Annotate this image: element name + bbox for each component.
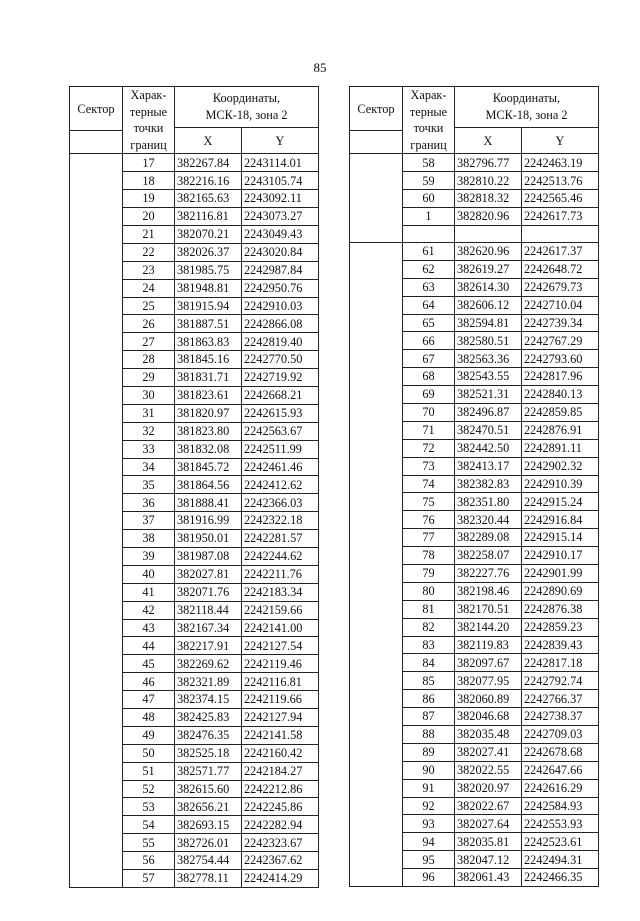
header-points-line: Харак- — [130, 88, 167, 102]
point-number-cell: 20 — [123, 208, 175, 226]
y-coordinate-cell: 2242890.69 — [522, 582, 599, 600]
y-coordinate-cell: 2243049.43 — [242, 225, 319, 243]
y-coordinate-cell: 2242127.54 — [242, 637, 319, 655]
y-coordinate-cell: 2242617.37 — [522, 242, 599, 260]
y-coordinate-cell: 2242770.50 — [242, 351, 319, 369]
y-coordinate-cell: 2242902.32 — [522, 457, 599, 475]
point-number-cell: 67 — [403, 350, 455, 368]
point-number-cell: 78 — [403, 547, 455, 565]
y-coordinate-cell: 2242184.27 — [242, 762, 319, 780]
y-coordinate-cell: 2242281.57 — [242, 530, 319, 548]
x-coordinate-cell: 382796.77 — [455, 154, 522, 172]
y-coordinate-cell: 2242866.08 — [242, 315, 319, 333]
y-coordinate-cell: 2242615.93 — [242, 404, 319, 422]
point-number-cell: 33 — [123, 440, 175, 458]
y-coordinate-cell: 2242793.60 — [522, 350, 599, 368]
point-number-cell: 72 — [403, 439, 455, 457]
x-coordinate-cell: 382071.76 — [175, 583, 242, 601]
x-coordinate-cell: 382693.15 — [175, 816, 242, 834]
y-coordinate-cell: 2242565.46 — [522, 190, 599, 208]
point-number-cell: 35 — [123, 476, 175, 494]
x-coordinate-cell: 381823.61 — [175, 386, 242, 404]
x-coordinate-cell: 382571.77 — [175, 762, 242, 780]
x-coordinate-cell: 382563.36 — [455, 350, 522, 368]
x-coordinate-cell: 382442.50 — [455, 439, 522, 457]
header-x: X — [455, 128, 522, 154]
y-coordinate-cell: 2242211.76 — [242, 565, 319, 583]
y-coordinate-cell: 2242553.93 — [522, 815, 599, 833]
y-coordinate-cell: 2242159.66 — [242, 601, 319, 619]
y-coordinate-cell: 2242412.62 — [242, 476, 319, 494]
y-coordinate-cell: 2242876.38 — [522, 600, 599, 618]
point-number-cell: 92 — [403, 797, 455, 815]
x-coordinate-cell: 381987.08 — [175, 547, 242, 565]
point-number-cell: 39 — [123, 547, 175, 565]
point-number-cell: 75 — [403, 493, 455, 511]
x-coordinate-cell: 382496.87 — [455, 403, 522, 421]
point-number-cell: 94 — [403, 833, 455, 851]
x-coordinate-cell: 382020.97 — [455, 779, 522, 797]
page-number: 85 — [313, 60, 327, 75]
x-coordinate-cell: 382026.37 — [175, 243, 242, 261]
point-number-cell: 62 — [403, 260, 455, 278]
y-coordinate-cell: 2242987.84 — [242, 261, 319, 279]
x-coordinate-cell: 381916.99 — [175, 512, 242, 530]
x-coordinate-cell: 382070.21 — [175, 225, 242, 243]
x-coordinate-cell: 381950.01 — [175, 530, 242, 548]
point-number-cell: 74 — [403, 475, 455, 493]
x-coordinate-cell: 382351.80 — [455, 493, 522, 511]
y-coordinate-cell: 2242648.72 — [522, 260, 599, 278]
y-coordinate-cell: 2242160.42 — [242, 744, 319, 762]
point-number-cell: 57 — [123, 870, 175, 888]
x-coordinate-cell: 382620.96 — [455, 242, 522, 260]
y-coordinate-cell: 2242617.73 — [522, 208, 599, 226]
sector-cell — [350, 242, 403, 886]
x-coordinate-cell: 382035.48 — [455, 725, 522, 743]
x-coordinate-cell: 382047.12 — [455, 851, 522, 869]
y-coordinate-cell: 2242738.37 — [522, 708, 599, 726]
header-sector-empty — [70, 131, 123, 154]
x-coordinate-cell: 382594.81 — [455, 314, 522, 332]
point-number-cell: 95 — [403, 851, 455, 869]
y-coordinate-cell: 2243092.11 — [242, 190, 319, 208]
point-number-cell: 51 — [123, 762, 175, 780]
x-coordinate-cell: 382144.20 — [455, 618, 522, 636]
point-number-cell: 42 — [123, 601, 175, 619]
sector-cell — [70, 154, 123, 888]
x-coordinate-cell: 382525.18 — [175, 744, 242, 762]
point-number-cell: 58 — [403, 154, 455, 172]
table-row — [350, 154, 599, 172]
header-points-line: Харак- — [410, 88, 447, 102]
x-coordinate-cell: 382470.51 — [455, 421, 522, 439]
y-coordinate-cell: 2242767.29 — [522, 332, 599, 350]
y-coordinate-cell: 2242792.74 — [522, 672, 599, 690]
point-number-cell: 64 — [403, 296, 455, 314]
point-number-cell: 37 — [123, 512, 175, 530]
y-coordinate-cell: 2243114.01 — [242, 154, 319, 172]
y-coordinate-cell: 2242910.17 — [522, 547, 599, 565]
header-points-line: точки — [413, 121, 444, 136]
x-coordinate-cell: 382258.07 — [455, 547, 522, 565]
x-coordinate-cell: 382027.41 — [455, 743, 522, 761]
y-coordinate-cell: 2242915.24 — [522, 493, 599, 511]
x-coordinate-cell: 381863.83 — [175, 333, 242, 351]
header-y: Y — [242, 128, 319, 154]
header-points-line: точки — [133, 121, 164, 136]
x-coordinate-cell: 381820.97 — [175, 404, 242, 422]
y-coordinate-cell: 2242119.66 — [242, 691, 319, 709]
y-coordinate-cell: 2242910.03 — [242, 297, 319, 315]
x-coordinate-cell: 382097.67 — [455, 654, 522, 672]
y-coordinate-cell: 2242839.43 — [522, 636, 599, 654]
header-coordinates-line: Координаты, — [212, 91, 281, 106]
x-coordinate-cell: 382216.16 — [175, 172, 242, 190]
x-coordinate-cell: 382820.96 — [455, 208, 522, 226]
y-coordinate-cell: 2242119.46 — [242, 655, 319, 673]
x-coordinate-cell: 382027.64 — [455, 815, 522, 833]
x-coordinate-cell: 381845.72 — [175, 458, 242, 476]
point-number-cell: 38 — [123, 530, 175, 548]
y-coordinate-cell: 2242245.86 — [242, 798, 319, 816]
x-coordinate-cell: 382413.17 — [455, 457, 522, 475]
point-number-cell: 89 — [403, 743, 455, 761]
y-coordinate-cell: 2242891.11 — [522, 439, 599, 457]
y-coordinate-cell: 2243105.74 — [242, 172, 319, 190]
x-coordinate-cell: 381915.94 — [175, 297, 242, 315]
x-coordinate-cell: 382425.83 — [175, 708, 242, 726]
y-coordinate-cell: 2242678.68 — [522, 743, 599, 761]
point-number-cell: 83 — [403, 636, 455, 654]
x-coordinate-cell: 382060.89 — [455, 690, 522, 708]
y-coordinate-cell: 2242710.04 — [522, 296, 599, 314]
y-coordinate-cell: 2242766.37 — [522, 690, 599, 708]
x-coordinate-cell: 382619.27 — [455, 260, 522, 278]
point-number-cell: 71 — [403, 421, 455, 439]
x-coordinate-cell: 382726.01 — [175, 834, 242, 852]
y-coordinate-cell: 2242322.18 — [242, 512, 319, 530]
point-number-cell: 24 — [123, 279, 175, 297]
x-coordinate-cell: 382118.44 — [175, 601, 242, 619]
point-number-cell: 56 — [123, 852, 175, 870]
header-sector: Сектор — [350, 87, 403, 131]
x-coordinate-cell: 382035.81 — [455, 833, 522, 851]
y-coordinate-cell: 2242523.61 — [522, 833, 599, 851]
y-coordinate-cell: 2242901.99 — [522, 564, 599, 582]
y-coordinate-cell: 2242916.84 — [522, 511, 599, 529]
y-coordinate-cell: 2242584.93 — [522, 797, 599, 815]
point-number-cell: 85 — [403, 672, 455, 690]
point-number-cell: 41 — [123, 583, 175, 601]
x-coordinate-cell: 382022.67 — [455, 797, 522, 815]
x-coordinate-cell: 382027.81 — [175, 565, 242, 583]
x-coordinate-cell: 382269.62 — [175, 655, 242, 673]
point-number-cell: 90 — [403, 761, 455, 779]
point-number-cell: 19 — [123, 190, 175, 208]
y-coordinate-cell: 2242511.99 — [242, 440, 319, 458]
y-coordinate-cell: 2242709.03 — [522, 725, 599, 743]
x-coordinate-cell: 382656.21 — [175, 798, 242, 816]
x-coordinate-cell: 381887.51 — [175, 315, 242, 333]
point-number-cell: 55 — [123, 834, 175, 852]
point-number-cell: 1 — [403, 208, 455, 226]
point-number-cell — [403, 225, 455, 242]
x-coordinate-cell: 381948.81 — [175, 279, 242, 297]
coordinates-table-right — [349, 86, 599, 887]
x-coordinate-cell: 382046.68 — [455, 708, 522, 726]
point-number-cell: 21 — [123, 225, 175, 243]
point-number-cell: 68 — [403, 368, 455, 386]
y-coordinate-cell: 2242323.67 — [242, 834, 319, 852]
point-number-cell: 34 — [123, 458, 175, 476]
y-coordinate-cell: 2242817.18 — [522, 654, 599, 672]
x-coordinate-cell: 382580.51 — [455, 332, 522, 350]
point-number-cell: 30 — [123, 386, 175, 404]
y-coordinate-cell: 2242910.39 — [522, 475, 599, 493]
y-coordinate-cell: 2242739.34 — [522, 314, 599, 332]
point-number-cell: 59 — [403, 172, 455, 190]
point-number-cell: 52 — [123, 780, 175, 798]
point-number-cell: 26 — [123, 315, 175, 333]
y-coordinate-cell: 2242141.00 — [242, 619, 319, 637]
coordinates-table-left — [69, 86, 319, 888]
y-coordinate-cell: 2242679.73 — [522, 278, 599, 296]
point-number-cell: 17 — [123, 154, 175, 172]
point-number-cell: 46 — [123, 673, 175, 691]
point-number-cell: 53 — [123, 798, 175, 816]
y-coordinate-cell: 2243073.27 — [242, 208, 319, 226]
x-coordinate-cell: 382778.11 — [175, 870, 242, 888]
x-coordinate-cell: 382119.83 — [455, 636, 522, 654]
point-number-cell: 66 — [403, 332, 455, 350]
y-coordinate-cell: 2242647.66 — [522, 761, 599, 779]
x-coordinate-cell: 382267.84 — [175, 154, 242, 172]
x-coordinate-cell: 382116.81 — [175, 208, 242, 226]
x-coordinate-cell: 382077.95 — [455, 672, 522, 690]
y-coordinate-cell: 2242282.94 — [242, 816, 319, 834]
point-number-cell: 48 — [123, 708, 175, 726]
x-coordinate-cell: 382217.91 — [175, 637, 242, 655]
x-coordinate-cell: 382320.44 — [455, 511, 522, 529]
point-number-cell: 45 — [123, 655, 175, 673]
x-coordinate-cell: 381985.75 — [175, 261, 242, 279]
x-coordinate-cell: 382061.43 — [455, 869, 522, 887]
point-number-cell: 60 — [403, 190, 455, 208]
header-coordinates-line: Координаты, — [492, 91, 561, 106]
header-sector: Сектор — [70, 87, 123, 131]
y-coordinate-cell: 2242463.19 — [522, 154, 599, 172]
y-coordinate-cell: 2242950.76 — [242, 279, 319, 297]
header-points — [123, 87, 175, 154]
point-number-cell: 61 — [403, 242, 455, 260]
point-number-cell: 93 — [403, 815, 455, 833]
point-number-cell: 23 — [123, 261, 175, 279]
point-number-cell: 79 — [403, 564, 455, 582]
x-coordinate-cell: 382227.76 — [455, 564, 522, 582]
point-number-cell: 76 — [403, 511, 455, 529]
y-coordinate-cell: 2242513.76 — [522, 172, 599, 190]
x-coordinate-cell: 382289.08 — [455, 529, 522, 547]
header-points-line: границ — [410, 137, 447, 152]
y-coordinate-cell: 2242859.23 — [522, 618, 599, 636]
x-coordinate-cell: 382810.22 — [455, 172, 522, 190]
y-coordinate-cell: 2242461.46 — [242, 458, 319, 476]
header-points-line: границ — [130, 137, 167, 152]
x-coordinate-cell: 382606.12 — [455, 296, 522, 314]
y-coordinate-cell: 2242141.58 — [242, 726, 319, 744]
y-coordinate-cell: 2242466.35 — [522, 869, 599, 887]
point-number-cell: 22 — [123, 243, 175, 261]
x-coordinate-cell: 382754.44 — [175, 852, 242, 870]
header-coordinates — [175, 87, 319, 128]
point-number-cell: 65 — [403, 314, 455, 332]
point-number-cell: 96 — [403, 869, 455, 887]
point-number-cell: 87 — [403, 708, 455, 726]
point-number-cell: 25 — [123, 297, 175, 315]
point-number-cell: 82 — [403, 618, 455, 636]
point-number-cell: 88 — [403, 725, 455, 743]
sector-cell — [350, 154, 403, 243]
point-number-cell: 69 — [403, 386, 455, 404]
y-coordinate-cell: 2242367.62 — [242, 852, 319, 870]
point-number-cell: 18 — [123, 172, 175, 190]
point-number-cell: 43 — [123, 619, 175, 637]
x-coordinate-cell: 381888.41 — [175, 494, 242, 512]
x-coordinate-cell: 382170.51 — [455, 600, 522, 618]
x-coordinate-cell: 382321.89 — [175, 673, 242, 691]
y-coordinate-cell: 2242414.29 — [242, 870, 319, 888]
y-coordinate-cell: 2242366.03 — [242, 494, 319, 512]
x-coordinate-cell: 382476.35 — [175, 726, 242, 744]
point-number-cell: 47 — [123, 691, 175, 709]
header-coordinates — [455, 87, 599, 128]
x-coordinate-cell: 382382.83 — [455, 475, 522, 493]
point-number-cell: 31 — [123, 404, 175, 422]
x-coordinate-cell: 382198.46 — [455, 582, 522, 600]
x-coordinate-cell — [455, 225, 522, 242]
header-points-line: терные — [409, 104, 448, 119]
point-number-cell: 77 — [403, 529, 455, 547]
y-coordinate-cell: 2242183.34 — [242, 583, 319, 601]
table-row — [350, 242, 599, 260]
point-number-cell: 32 — [123, 422, 175, 440]
point-number-cell: 70 — [403, 403, 455, 421]
point-number-cell: 73 — [403, 457, 455, 475]
x-coordinate-cell: 382167.34 — [175, 619, 242, 637]
y-coordinate-cell: 2242668.21 — [242, 386, 319, 404]
point-number-cell: 27 — [123, 333, 175, 351]
y-coordinate-cell: 2242840.13 — [522, 386, 599, 404]
x-coordinate-cell: 382374.15 — [175, 691, 242, 709]
y-coordinate-cell: 2242819.40 — [242, 333, 319, 351]
x-coordinate-cell: 381823.80 — [175, 422, 242, 440]
x-coordinate-cell: 381845.16 — [175, 351, 242, 369]
y-coordinate-cell: 2242244.62 — [242, 547, 319, 565]
header-coordinates-line: МСК-18, зона 2 — [205, 108, 288, 122]
header-coordinates-line: МСК-18, зона 2 — [485, 108, 568, 122]
y-coordinate-cell: 2243020.84 — [242, 243, 319, 261]
point-number-cell: 86 — [403, 690, 455, 708]
y-coordinate-cell: 2242212.86 — [242, 780, 319, 798]
x-coordinate-cell: 382614.30 — [455, 278, 522, 296]
x-coordinate-cell: 381831.71 — [175, 369, 242, 387]
table-body — [350, 154, 599, 887]
header-points-line: терные — [129, 104, 168, 119]
header-y: Y — [522, 128, 599, 154]
header-points — [403, 87, 455, 154]
x-coordinate-cell: 382022.55 — [455, 761, 522, 779]
y-coordinate-cell: 2242915.14 — [522, 529, 599, 547]
x-coordinate-cell: 382543.55 — [455, 368, 522, 386]
table-row — [70, 154, 319, 172]
y-coordinate-cell: 2242616.29 — [522, 779, 599, 797]
point-number-cell: 49 — [123, 726, 175, 744]
point-number-cell: 80 — [403, 582, 455, 600]
y-coordinate-cell: 2242876.91 — [522, 421, 599, 439]
y-coordinate-cell: 2242116.81 — [242, 673, 319, 691]
y-coordinate-cell: 2242494.31 — [522, 851, 599, 869]
x-coordinate-cell: 382521.31 — [455, 386, 522, 404]
x-coordinate-cell: 382818.32 — [455, 190, 522, 208]
point-number-cell: 91 — [403, 779, 455, 797]
point-number-cell: 29 — [123, 369, 175, 387]
x-coordinate-cell: 382615.60 — [175, 780, 242, 798]
point-number-cell: 54 — [123, 816, 175, 834]
y-coordinate-cell: 2242563.67 — [242, 422, 319, 440]
point-number-cell: 40 — [123, 565, 175, 583]
y-coordinate-cell — [522, 225, 599, 242]
x-coordinate-cell: 381832.08 — [175, 440, 242, 458]
point-number-cell: 28 — [123, 351, 175, 369]
point-number-cell: 50 — [123, 744, 175, 762]
point-number-cell: 44 — [123, 637, 175, 655]
x-coordinate-cell: 381864.56 — [175, 476, 242, 494]
point-number-cell: 63 — [403, 278, 455, 296]
point-number-cell: 84 — [403, 654, 455, 672]
header-x: X — [175, 128, 242, 154]
header-sector-empty — [350, 131, 403, 154]
x-coordinate-cell: 382165.63 — [175, 190, 242, 208]
point-number-cell: 36 — [123, 494, 175, 512]
y-coordinate-cell: 2242127.94 — [242, 708, 319, 726]
point-number-cell: 81 — [403, 600, 455, 618]
table-body — [70, 154, 319, 888]
y-coordinate-cell: 2242859.85 — [522, 403, 599, 421]
y-coordinate-cell: 2242719.92 — [242, 369, 319, 387]
y-coordinate-cell: 2242817.96 — [522, 368, 599, 386]
